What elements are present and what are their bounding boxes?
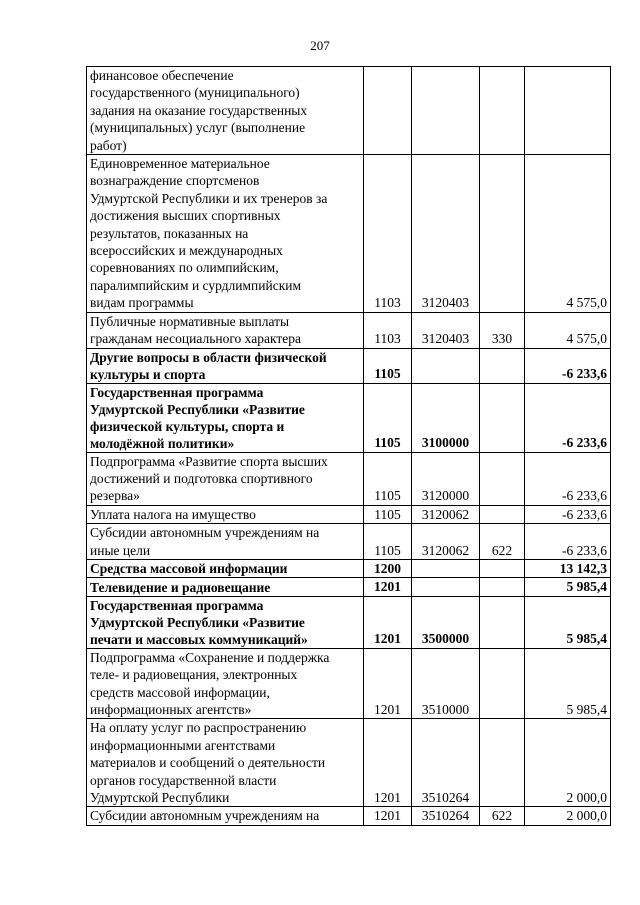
table-row: [87, 559, 611, 577]
table-row: [87, 524, 611, 560]
table-row: [87, 383, 611, 452]
section-code: 1201: [364, 719, 412, 807]
page-number: 207: [310, 38, 330, 53]
budget-table: [86, 66, 611, 826]
row-name: Субсидии автономным учреждениям на иные цели: [87, 524, 364, 560]
table-row: [87, 452, 611, 505]
expense-type-code: [480, 596, 525, 648]
expense-type-code: [480, 383, 525, 452]
amount: 5 985,4: [525, 648, 611, 719]
article-code: [412, 578, 480, 596]
article-code: [412, 348, 480, 383]
table-row: [87, 596, 611, 648]
section-code: 1201: [364, 596, 412, 648]
section-code: 1200: [364, 559, 412, 577]
row-name: Уплата налога на имущество: [87, 505, 364, 523]
expense-type-code: [480, 505, 525, 523]
article-code: [412, 67, 480, 155]
section-code: 1105: [364, 383, 412, 452]
row-name: Средства массовой информации: [87, 559, 364, 577]
amount: -6 233,6: [525, 505, 611, 523]
section-code: 1105: [364, 452, 412, 505]
expense-type-code: [480, 155, 525, 313]
row-name: Государственная программа Удмуртской Республики «Развитие физической культуры, спорта и молодёжной политики»: [87, 383, 364, 452]
article-code: 3510264: [412, 807, 480, 825]
table-row: [87, 807, 611, 825]
section-code: 1105: [364, 524, 412, 560]
article-code: 3120403: [412, 312, 480, 348]
article-code: 3120062: [412, 505, 480, 523]
expense-type-code: 622: [480, 524, 525, 560]
article-code: 3500000: [412, 596, 480, 648]
section-code: [364, 67, 412, 155]
amount: -6 233,6: [525, 452, 611, 505]
article-code: 3120403: [412, 155, 480, 313]
section-code: 1105: [364, 348, 412, 383]
expense-type-code: [480, 67, 525, 155]
section-code: 1201: [364, 578, 412, 596]
amount: 13 142,3: [525, 559, 611, 577]
table-row: [87, 648, 611, 719]
row-name: Государственная программа Удмуртской Республики «Развитие печати и массовых коммуникаций»: [87, 596, 364, 648]
amount: 2 000,0: [525, 719, 611, 807]
expense-type-code: [480, 719, 525, 807]
row-name: Единовременное материальное вознаграждение спортсменов Удмуртской Республики и их тренеров за достижения высших спортивных результатов, показанных на всероссийских и международных соревнованиях по олимпийским, паралимпийским и сурдлимпийским видам программы: [87, 155, 364, 313]
table-row: [87, 155, 611, 313]
amount: [525, 67, 611, 155]
expense-type-code: [480, 648, 525, 719]
section-code: 1201: [364, 648, 412, 719]
row-name: Телевидение и радиовещание: [87, 578, 364, 596]
expense-type-code: [480, 452, 525, 505]
table-row: [87, 67, 611, 155]
section-code: 1105: [364, 505, 412, 523]
table-row: [87, 505, 611, 523]
row-name: Публичные нормативные выплаты гражданам несоциального характера: [87, 312, 364, 348]
table-row: [87, 312, 611, 348]
article-code: 3120000: [412, 452, 480, 505]
row-name: финансовое обеспечение государственного (муниципального) задания на оказание государственных (муниципальных) услуг (выполнение работ): [87, 67, 364, 155]
section-code: 1103: [364, 155, 412, 313]
table-row: [87, 348, 611, 383]
amount: 4 575,0: [525, 155, 611, 313]
article-code: [412, 559, 480, 577]
row-name: Другие вопросы в области физической культуры и спорта: [87, 348, 364, 383]
amount: -6 233,6: [525, 524, 611, 560]
expense-type-code: [480, 559, 525, 577]
row-name: На оплату услуг по распространению информационными агентствами материалов и сообщений о деятельности органов государственной власти Удмуртской Республики: [87, 719, 364, 807]
expense-type-code: 622: [480, 807, 525, 825]
row-name: Подпрограмма «Сохранение и поддержка теле- и радиовещания, электронных средств массовой информации, информационных агентств»: [87, 648, 364, 719]
amount: 5 985,4: [525, 578, 611, 596]
row-name: Субсидии автономным учреждениям на: [87, 807, 364, 825]
expense-type-code: [480, 348, 525, 383]
row-name: Подпрограмма «Развитие спорта высших достижений и подготовка спортивного резерва»: [87, 452, 364, 505]
article-code: 3120062: [412, 524, 480, 560]
amount: 2 000,0: [525, 807, 611, 825]
amount: -6 233,6: [525, 383, 611, 452]
amount: -6 233,6: [525, 348, 611, 383]
budget-table-body: [87, 67, 611, 826]
expense-type-code: 330: [480, 312, 525, 348]
section-code: 1201: [364, 807, 412, 825]
section-code: 1103: [364, 312, 412, 348]
expense-type-code: [480, 578, 525, 596]
amount: 5 985,4: [525, 596, 611, 648]
article-code: 3510264: [412, 719, 480, 807]
table-row: [87, 719, 611, 807]
table-row: [87, 578, 611, 596]
article-code: 3100000: [412, 383, 480, 452]
article-code: 3510000: [412, 648, 480, 719]
amount: 4 575,0: [525, 312, 611, 348]
